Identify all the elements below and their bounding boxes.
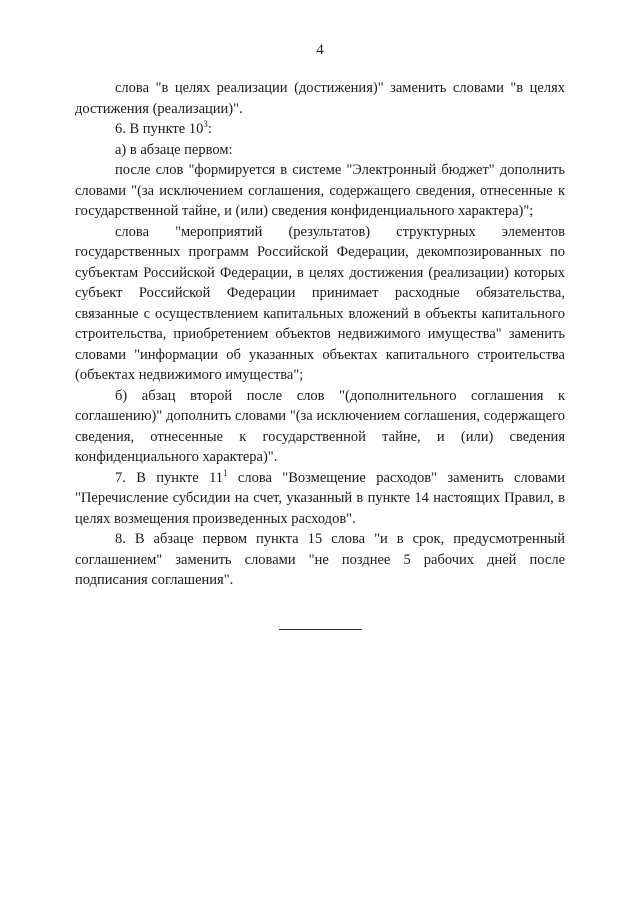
- paragraph-2-text: 6. В пункте 10: [115, 121, 204, 137]
- paragraph-8: 8. В абзаце первом пункта 15 слова "и в срок, предусмотренный соглашением" заменить словами "не позднее 5 рабочих дней после подписания соглашения".: [75, 531, 565, 588]
- paragraph-5: слова "мероприятий (результатов) структурных элементов государственных программ Российской Федерации, декомпозированных по субъектам Российской Федерации, в целях достижения (реализации) которых субъект Российской Федерации принимает расходные обязательства, связанные с осуществлением капитальных вложений в объекты капитального строительства, приобретением объектов недвижимого имущества" заменить словами "информации об указанных объектах капитального строительства (объектах недвижимого имущества";: [75, 223, 565, 383]
- paragraph-7-text: 7. В пункте 11: [115, 469, 224, 486]
- paragraph-7-tail: слова "Возмещение расходов" заменить словами "Перечисление субсидии на счет, указанный в пункте 14 настоящих Правил, в целях возмещения произведенных расходов".: [75, 469, 565, 527]
- paragraph-1: слова "в целях реализации (достижения)" заменить словами "в целях достижения (реализации)".: [75, 80, 565, 117]
- paragraph-7: [75, 468, 565, 530]
- paragraph-4: после слов "формируется в системе "Электронный бюджет" дополнить словами "(за исключением соглашения, содержащего сведения, отнесенные к государственной тайне, и (или) сведения конфиденциального характера)";: [75, 162, 565, 219]
- page-number: 4: [316, 42, 324, 58]
- paragraph-2: [75, 119, 565, 140]
- paragraph-6: б) абзац второй после слов "(дополнительного соглашения к соглашению)" дополнить словами "(за исключением соглашения, содержащего сведения, отнесенные к государственной тайне, и (или) сведения конфиденциального характера)".: [75, 387, 565, 465]
- paragraph-3: а) в абзаце первом:: [115, 141, 233, 158]
- superscript: 1: [223, 467, 228, 478]
- paragraph-2-tail: :: [207, 121, 212, 137]
- end-of-document-rule: [279, 629, 362, 630]
- superscript: 3: [203, 119, 208, 130]
- document-body: [75, 78, 565, 591]
